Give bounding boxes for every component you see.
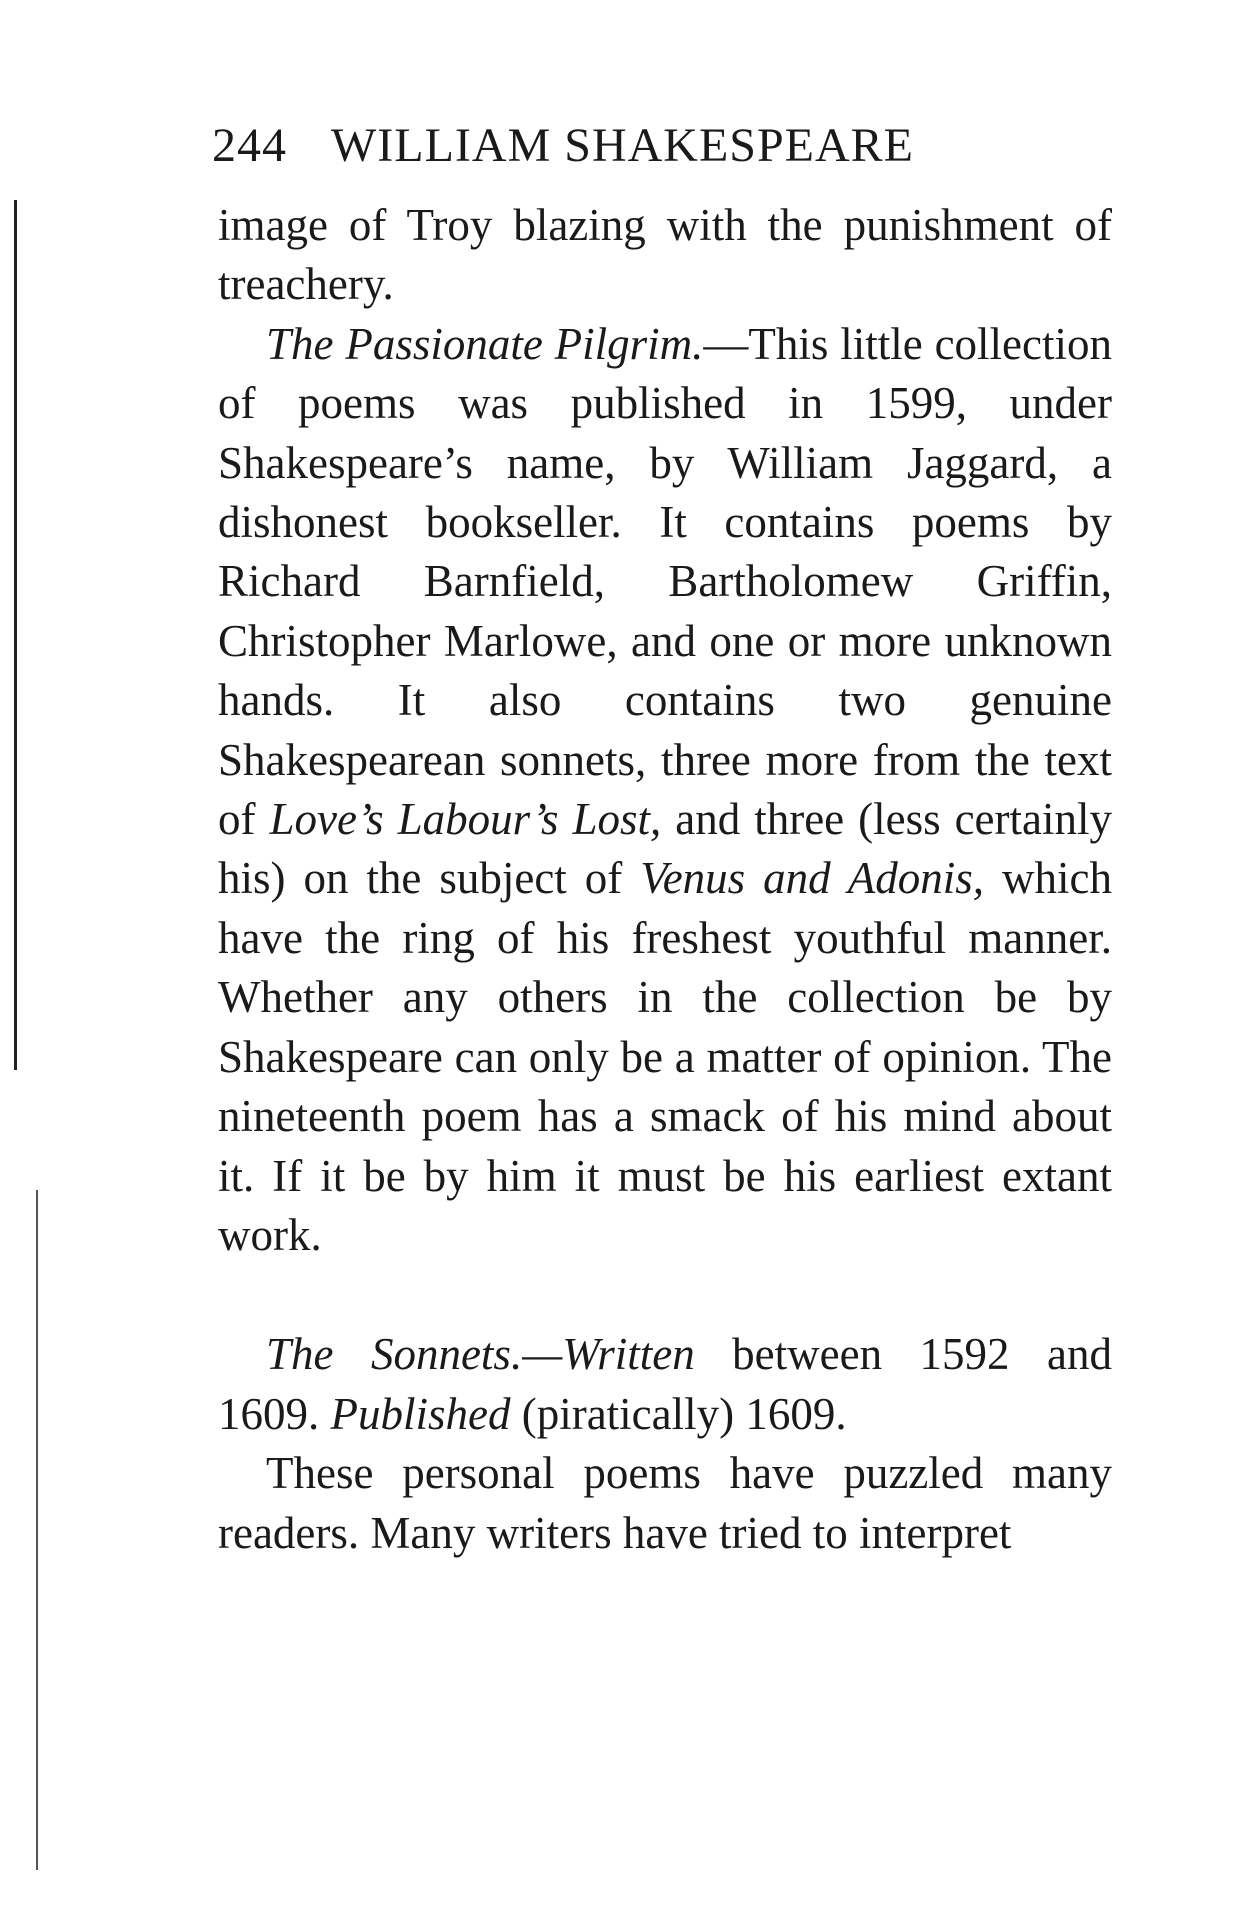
running-title: WILLIAM SHAKESPEARE [331, 119, 914, 172]
section-gap [218, 1265, 1112, 1325]
work-title: Love’s Labour’s Lost, [269, 794, 662, 845]
scan-margin-line [36, 1190, 38, 1870]
label-written: —Written [522, 1329, 695, 1380]
paragraph-text: which have the ring of his freshest youthful manner. Whether any others in the collection be by Shakespeare can only be a matter of opinion. The nineteenth poem has a smack of his mind about it. If it be by him it must be his earliest extant work. [218, 853, 1112, 1260]
paragraph-text: and three (less certainly his) on the subject of [218, 794, 1112, 904]
scan-binding-edge [14, 200, 17, 1070]
paragraph-text: (piratically) 1609. [510, 1388, 847, 1439]
work-title: The Sonnets. [266, 1329, 523, 1380]
work-title: Venus and Adonis, [640, 853, 985, 904]
paragraph-troy: image of Troy blazing with the punishment of treachery. [218, 200, 1112, 310]
paragraph-text: between 1592 and 1609. [218, 1329, 1112, 1439]
paragraph-text: —This little collection of poems was published in 1599, under Shakespeare’s name, by William Jaggard, a dishonest bookseller. It contains poems by Richard Barnfield, Bartholomew Griffin, Christopher Marlowe, and one or more unknown hands. It also contains two genuine Shakespearean sonnets, three more from the text of [218, 318, 1113, 845]
paragraph-sonnets-heading [218, 1325, 1112, 1444]
label-published: Published [330, 1388, 511, 1439]
running-head [212, 118, 1112, 174]
work-title: The Passionate Pilgrim. [266, 318, 704, 369]
page-number: 244 [212, 119, 287, 172]
paragraph-passionate-pilgrim [218, 315, 1112, 1266]
paragraph-sonnets-intro: These personal poems have puzzled many readers. Many writers have tried to interpret [218, 1448, 1112, 1558]
page-body [218, 196, 1112, 1563]
